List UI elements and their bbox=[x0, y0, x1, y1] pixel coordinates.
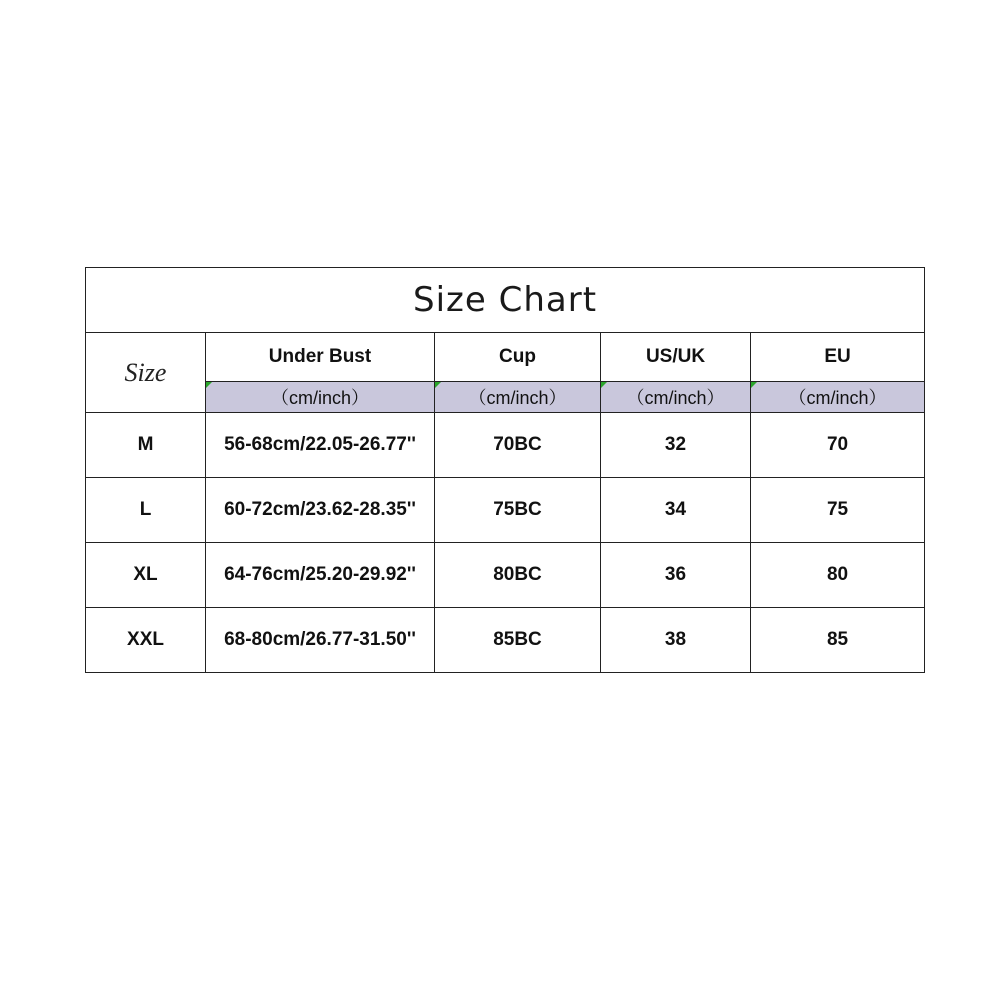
table-row bbox=[86, 413, 925, 478]
us-uk-cell: 34 bbox=[601, 478, 751, 543]
column-header-under-bust: Under Bust bbox=[206, 333, 435, 382]
table-row bbox=[86, 608, 925, 673]
unit-label: （cm/inch） bbox=[468, 388, 567, 408]
eu-cell: 80 bbox=[751, 543, 925, 608]
chart-title: Size Chart bbox=[413, 280, 598, 320]
unit-label: （cm/inch） bbox=[270, 388, 369, 408]
size-header: Size bbox=[124, 357, 167, 387]
size-cell: M bbox=[86, 413, 206, 478]
size-cell: XL bbox=[86, 543, 206, 608]
title-cell bbox=[86, 268, 925, 333]
unit-label-under-bust bbox=[206, 382, 435, 413]
unit-label: （cm/inch） bbox=[788, 388, 887, 408]
corner-tick-icon bbox=[206, 382, 212, 388]
us-uk-cell: 32 bbox=[601, 413, 751, 478]
cup-cell: 70BC bbox=[435, 413, 601, 478]
cup-cell: 85BC bbox=[435, 608, 601, 673]
table-row bbox=[86, 478, 925, 543]
eu-cell: 75 bbox=[751, 478, 925, 543]
us-uk-cell: 36 bbox=[601, 543, 751, 608]
under-bust-cell: 56-68cm/22.05-26.77'' bbox=[206, 413, 435, 478]
corner-tick-icon bbox=[751, 382, 757, 388]
eu-cell: 85 bbox=[751, 608, 925, 673]
size-header-cell bbox=[86, 333, 206, 413]
column-header-us-uk: US/UK bbox=[601, 333, 751, 382]
us-uk-cell: 38 bbox=[601, 608, 751, 673]
size-chart-table bbox=[85, 267, 925, 673]
corner-tick-icon bbox=[435, 382, 441, 388]
cup-cell: 80BC bbox=[435, 543, 601, 608]
unit-label-eu bbox=[751, 382, 925, 413]
unit-label-cup bbox=[435, 382, 601, 413]
under-bust-cell: 68-80cm/26.77-31.50'' bbox=[206, 608, 435, 673]
under-bust-cell: 60-72cm/23.62-28.35'' bbox=[206, 478, 435, 543]
eu-cell: 70 bbox=[751, 413, 925, 478]
column-header-eu: EU bbox=[751, 333, 925, 382]
size-cell: L bbox=[86, 478, 206, 543]
column-header-cup: Cup bbox=[435, 333, 601, 382]
under-bust-cell: 64-76cm/25.20-29.92'' bbox=[206, 543, 435, 608]
table-row bbox=[86, 543, 925, 608]
cup-cell: 75BC bbox=[435, 478, 601, 543]
unit-label-us-uk bbox=[601, 382, 751, 413]
unit-label: （cm/inch） bbox=[626, 388, 725, 408]
size-cell: XXL bbox=[86, 608, 206, 673]
corner-tick-icon bbox=[601, 382, 607, 388]
